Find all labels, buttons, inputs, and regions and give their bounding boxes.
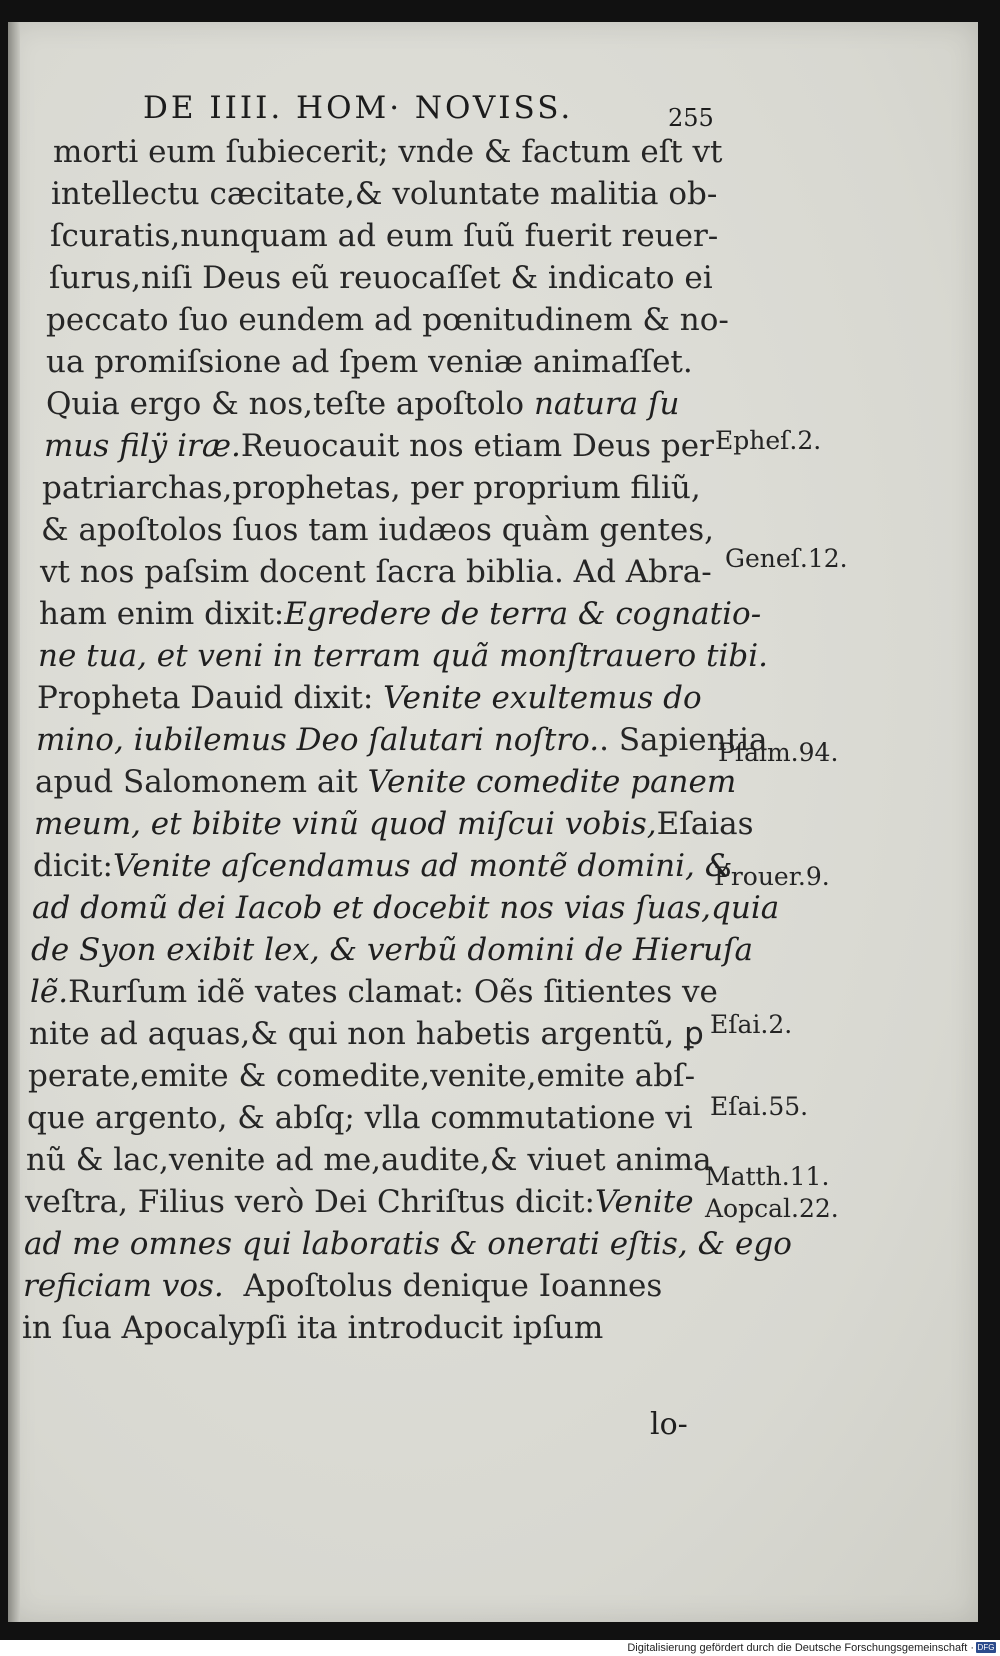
marginal-note: Eſai.2. <box>710 1010 793 1039</box>
italic-quote: Egredere de terra & cognatio- <box>284 596 762 632</box>
text-line <box>25 1182 694 1222</box>
text-line: nite ad aquas,& qui non habetis argentũ, ꝑ <box>29 1016 704 1052</box>
text-segment: Eſaias <box>656 806 754 842</box>
text-line: que argento, & abſq; vlla commutatione vi <box>27 1100 693 1136</box>
text-line <box>44 426 714 466</box>
text-line <box>32 888 779 928</box>
text-segment: Reuocauit nos etiam Deus per <box>240 428 714 464</box>
catchword: lo- <box>650 1407 688 1442</box>
text-line: ſurus,niſi Deus eũ reuocaſſet & indicato ei <box>49 260 713 296</box>
text-line: in ſua Apocalypſi ita introducit ipſum <box>22 1310 604 1346</box>
book-page <box>8 22 978 1622</box>
italic-quote: Venite exultemus do <box>383 680 702 716</box>
marginal-note: Matth.11. <box>705 1162 830 1191</box>
dfg-logo: DFG <box>977 1643 995 1652</box>
text-line <box>30 972 718 1012</box>
italic-quote: reficiam vos. <box>23 1268 224 1304</box>
italic-quote: ad me omnes qui laboratis & onerati eſtis, & ego <box>24 1226 792 1262</box>
text-segment: apud Salomonem ait <box>35 764 358 800</box>
text-line <box>38 636 768 676</box>
text-line: & apoſtolos ſuos tam iudæos quàm gentes, <box>41 512 714 548</box>
text-line <box>46 384 679 424</box>
text-line: perate,emite & comedite,venite,emite abſ- <box>28 1058 696 1094</box>
text-line: ſcuratis,nunquam ad eum ſuũ fuerit reuer- <box>50 218 719 254</box>
text-line <box>24 1224 792 1264</box>
text-segment: Quia ergo & nos,teſte apoſtolo <box>46 386 525 422</box>
marginal-note: Pſalm.94. <box>718 738 839 767</box>
marginal-note: Eſai.55. <box>710 1092 809 1121</box>
text-line <box>39 594 761 634</box>
text-line <box>36 720 767 760</box>
text-line: peccato ſuo eundem ad pœnitudinem & no- <box>46 302 729 338</box>
italic-quote: Venite <box>594 1184 694 1220</box>
text-segment: Apoſtolus denique Ioannes <box>243 1268 663 1304</box>
text-line <box>37 678 702 718</box>
text-line <box>35 762 736 802</box>
italic-quote: natura ſu <box>533 386 680 422</box>
italic-quote: ad domũ dei Iacob et docebit nos vias ſuas,quia <box>32 890 780 926</box>
text-segment: veſtra, Filius verò Dei Chriſtus dicit: <box>25 1184 595 1220</box>
italic-quote: ne tua, et veni in terram quã monſtrauero tibi. <box>38 638 768 674</box>
text-line <box>33 846 732 886</box>
page-binding-edge <box>8 22 20 1622</box>
text-segment: ham enim dixit: <box>39 596 285 632</box>
text-line: nũ & lac,venite ad me,audite,& viuet anima <box>26 1142 712 1178</box>
marginal-note: Epheſ.2. <box>715 426 822 455</box>
italic-quote: mino, iubilemus Deo ſalutari noſtro. <box>36 722 600 758</box>
running-title: DE IIII. HOM· NOVISS. <box>143 90 574 126</box>
text-line: intellectu cæcitate,& voluntate malitia ob- <box>51 176 718 212</box>
italic-quote: lẽ. <box>30 974 69 1010</box>
text-line: morti eum ſubiecerit; vnde & factum eſt vt <box>53 134 723 170</box>
marginal-note: Geneſ.12. <box>725 544 848 573</box>
italic-quote: Venite aſcendamus ad montẽ domini, & <box>112 848 733 884</box>
text-line: patriarchas,prophetas, per proprium filiũ, <box>42 470 701 506</box>
text-segment: dicit: <box>33 848 113 884</box>
marginal-note: Prouer.9. <box>714 862 830 891</box>
italic-quote: Venite comedite panem <box>367 764 737 800</box>
text-line: vt nos paſsim docent ſacra biblia. Ad Abra- <box>40 554 712 590</box>
marginal-note: Aopcal.22. <box>705 1194 839 1223</box>
text-segment: . Sapientia <box>599 722 768 758</box>
funding-credit: Digitalisierung gefördert durch die Deutsche Forschungsgemeinschaft · <box>627 1642 974 1654</box>
text-segment: Rurſum idẽ vates clamat: Oẽs ſitientes ve <box>68 974 718 1010</box>
digitization-footer <box>0 1640 1000 1656</box>
text-line <box>34 804 754 844</box>
italic-quote: meum, et bibite vinũ quod miſcui vobis, <box>34 806 657 842</box>
text-line: ua promiſsione ad ſpem veniæ animaſſet. <box>46 344 693 380</box>
page-number: 255 <box>668 104 714 132</box>
italic-quote: mus filÿ iræ. <box>44 428 241 464</box>
text-segment: Propheta Dauid dixit: <box>37 680 374 716</box>
text-line <box>23 1266 662 1306</box>
text-line <box>31 930 753 970</box>
italic-quote: de Syon exibit lex, & verbũ domini de Hieruſa <box>31 932 753 968</box>
